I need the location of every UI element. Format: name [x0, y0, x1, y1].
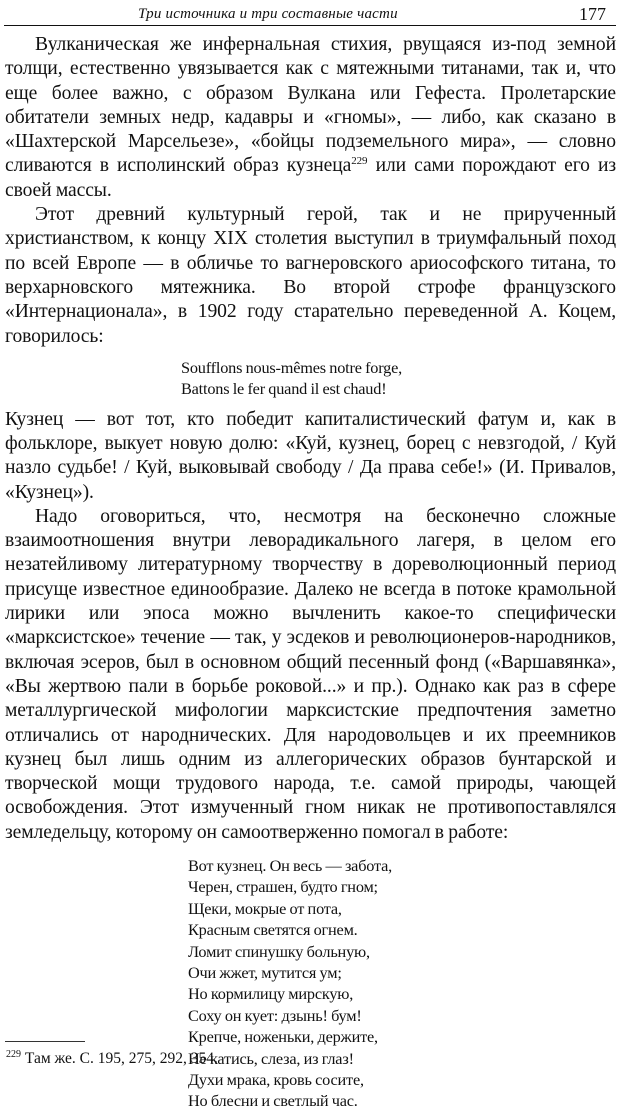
- footnote-number: 229: [6, 1049, 21, 1060]
- verse-line: Крепче, ноженьки, держите,: [188, 1027, 378, 1047]
- header-rule: [4, 25, 616, 26]
- paragraph-1-tail: или сами порождают его из своей массы.: [5, 155, 616, 201]
- footnote-rule: [5, 1041, 85, 1042]
- paragraph-1-text: Вулканическая же инфернальная стихия, рвущаяся из-под земной толщи, естественно увязывается как с мятежными титанами, так и, что еще более важно, с образом Вулкана или Гефеста. Пролетарские обитатели земных недр, кадавры и «гномы», — либо, как сказано в «Шахтерской Марсельезе», «бойцы подземельного мира», — словно сливаются в исполинский образ кузнеца: [5, 34, 616, 177]
- verse-line: Но кормилицу мирскую,: [188, 984, 354, 1004]
- running-head-title: Три источника и три составные части: [138, 6, 398, 22]
- verse-french: [181, 357, 616, 400]
- verse-line: Не катись, слеза, из глаз!: [188, 1048, 354, 1068]
- main-text: [5, 33, 616, 1112]
- footnote-text: Там же. С. 195, 275, 292, 354.: [24, 1050, 218, 1067]
- verse-line: Вот кузнец. Он весь — забота,: [188, 856, 393, 876]
- paragraph-2: Этот древний культурный герой, так и не прирученный христианством, к концу XIX столетия выступил в триумфальный поход по всей Европе — в обличье то вагнеровского ариософского титана, то верхарновского мятежника. Во второй строфе французского «Интернационала», в 1902 году старательно переведенной А. Коцем, говорилось:: [5, 204, 616, 347]
- verse-line: Красным светятся огнем.: [188, 920, 358, 940]
- page-number: 177: [579, 4, 606, 24]
- verse-line: Soufflons nous-mêmes notre forge,: [181, 357, 403, 377]
- paragraph-4: Надо оговориться, что, несмотря на бесконечно сложные взаимоотношения внутри леворадикального лагеря, в целом его незатейливому литературному творчеству в дореволюционный период присуще известное единообразие. Далеко не всегда в потоке крамольной лирики или эпоса можно вычленить какое-то специфически «марксистское» течение — так, у эсдеков и революционеров-народников, включая эсеров, был в основном общий песенный фонд («Варшавянка», «Вы жертвою пали в борьбе роковой...» и пр.). Однако как раз в сфере металлургической мифологии марксистские предпочтения заметно отличались от народнических. Для народовольцев и их преемников кузнец был лишь одним из аллегорических образов бунтарской и творческой мощи трудового народа, т.е. самой природы, чающей освобождения. Этот измученный гном никак не противопоставлялся земледельцу, которому он самоотверженно помогал в работе:: [5, 505, 616, 843]
- verse-line: Щеки, мокрые от пота,: [188, 898, 342, 918]
- verse-line: Battons le fer quand il est chaud!: [181, 379, 387, 399]
- verse-line: Но блесни и светлый час.: [188, 1091, 358, 1111]
- verse-line: Соху он кует: дзынь! бум!: [188, 1005, 362, 1025]
- paragraph-1: [5, 33, 616, 203]
- verse-line: Духи мрака, кровь сосите,: [188, 1070, 364, 1090]
- verse-line: Очи жжет, мутится ум;: [188, 963, 342, 983]
- verse-kuznets: [188, 855, 616, 1112]
- footnote-ref[interactable]: 229: [351, 155, 368, 168]
- footnote: [6, 1050, 218, 1068]
- paragraph-3: Кузнец — вот тот, кто победит капиталистический фатум и, как в фольклоре, выкует новую долю: «Куй, кузнец, борец с невзгодой, / Куй назло судьбе! / Куй, выковывай свободу / Да права себе!» (И. Привалов, «Кузнец»).: [5, 408, 616, 503]
- running-header: [0, 0, 620, 30]
- verse-line: Черен, страшен, будто гном;: [188, 877, 378, 897]
- verse-line: Ломит спинушку больную,: [188, 941, 370, 961]
